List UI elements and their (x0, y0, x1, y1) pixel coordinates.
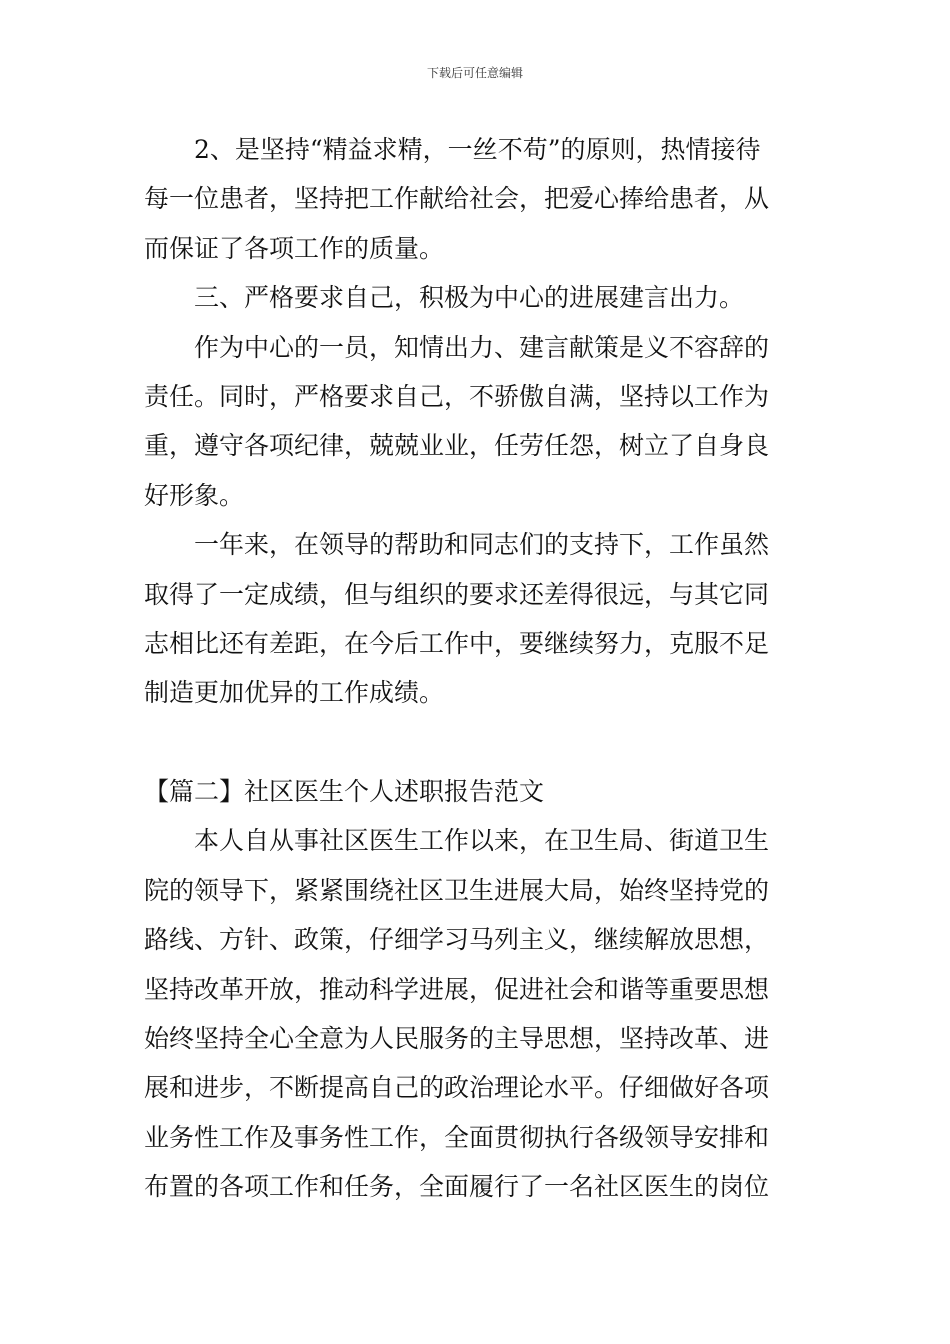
paragraph-line: 本人自从事社区医生工作以来，在卫生局、街道卫生 (194, 826, 770, 856)
paragraph-line: 一年来，在领导的帮助和同志们的支持下，工作虽然 (194, 530, 770, 560)
paragraph-line: 坚持改革开放，推动科学进展，促进社会和谐等重要思想 (144, 974, 770, 1004)
paragraph-line: 展和进步，不断提高自己的政治理论水平。仔细做好各项 (144, 1073, 770, 1103)
paragraph-line: 作为中心的一员，知情出力、建言献策是义不容辞的 (194, 332, 770, 362)
paragraph-line: 志相比还有差距，在今后工作中，要继续努力，克服不足 (144, 628, 770, 658)
paragraph-line: 取得了一定成绩，但与组织的要求还差得很远，与其它同 (144, 579, 770, 609)
paragraph-line: 业务性工作及事务性工作，全面贯彻执行各级领导安排和 (144, 1122, 770, 1152)
paragraph-line: 路线、方针、政策，仔细学习马列主义，继续解放思想， (144, 925, 770, 955)
paragraph-line: 责任。同时，严格要求自己，不骄傲自满，坚持以工作为 (144, 381, 770, 411)
paragraph-line: 布置的各项工作和任务，全面履行了一名社区医生的岗位 (144, 1172, 770, 1202)
section-heading: 三、严格要求自己，积极为中心的进展建言出力。 (194, 283, 745, 313)
paragraph-line: 始终坚持全心全意为人民服务的主导思想，坚持改革、进 (144, 1024, 770, 1054)
paragraph-line: 好形象。 (144, 480, 245, 510)
paragraph-line: 院的领导下，紧紧围绕社区卫生进展大局，始终坚持党的 (144, 875, 770, 905)
paragraph-line: 每一位患者，坚持把工作献给社会，把爱心捧给患者，从 (144, 184, 770, 214)
blank-line (144, 718, 808, 767)
paragraph-line: 而保证了各项工作的质量。 (144, 233, 445, 263)
article-title: 【篇二】社区医生个人述职报告范文 (144, 777, 545, 807)
paragraph-line: 重，遵守各项纪律，兢兢业业，任劳任怨，树立了自身良 (144, 431, 770, 461)
document-body (144, 125, 808, 1212)
page-header-note: 下载后可任意编辑 (426, 66, 523, 80)
paragraph-line: 2、是坚持“精益求精，一丝不苟”的原则，热情接待 (194, 135, 761, 164)
paragraph-line: 制造更加优异的工作成绩。 (144, 678, 445, 708)
